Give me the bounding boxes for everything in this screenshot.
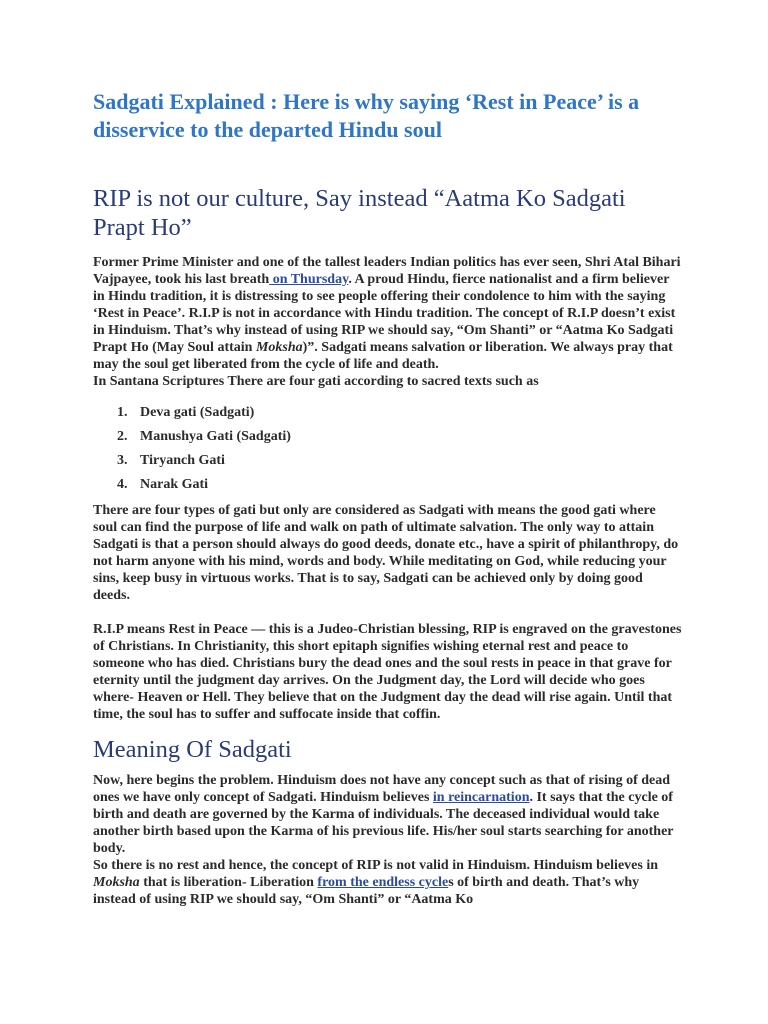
meaning-text-5: s of birth and death. That’s why instead of using RIP we should say, “Om Shanti” or “Aatma Ko	[93, 875, 640, 907]
list-item-label: Deva gati (Sadgati)	[140, 405, 255, 420]
meaning-paragraph	[93, 772, 683, 908]
in-reincarnation-link[interactable]: in reincarnation	[432, 790, 530, 805]
endless-cycle-link[interactable]: from the endless cycle	[317, 875, 449, 890]
section-heading-rip: RIP is not our culture, Say instead “Aatma Ko Sadgati Prapt Ho”	[93, 185, 626, 241]
list-number: 2.	[117, 429, 128, 444]
sadgati-paragraph: There are four types of gati but only are considered as Sadgati with means the good gati where soul can find the purpose of life and walk on path of ultimate salvation. The only way to attain Sadgati is that a person should always do good deeds, donate etc., have a spirit of philanthropy, do not harm anyone with his mind, words and body. While meditating on God, while reducing your sins, keep busy in virtuous works. That is to say, Sadgati can be achieved only by doing good deeds.	[93, 503, 679, 603]
list-item-label: Manushya Gati (Sadgati)	[140, 429, 291, 444]
meaning-text-4: that is liberation- Liberation	[139, 875, 318, 890]
moksha-emphasis: Moksha	[93, 875, 140, 890]
list-item	[93, 476, 683, 500]
moksha-emphasis: Moksha	[255, 340, 303, 355]
list-item-label: Narak Gati	[140, 477, 209, 492]
list-number: 3.	[117, 453, 128, 468]
intro-text-3: )”. Sadgati means salvation or liberation. We always pray that may the soul get liberated from the cycle of life and death.	[93, 340, 673, 372]
gati-list	[93, 404, 683, 500]
rip-meaning-paragraph: R.I.P means Rest in Peace — this is a Judeo-Christian blessing, RIP is engraved on the gravestones of Christians. In Christianity, this short epitaph signifies wishing eternal rest and peace to someone who has died. Christians bury the dead ones and the soul rests in peace in that grave for eternity until the judgment day arrives. On the Judgment day, the Lord will decide who goes where- Heaven or Hell. They believe that on the Judgment day the dead will rise again. Until that time, the soul has to suffer and suffocate inside that coffin.	[93, 622, 682, 722]
list-number: 1.	[117, 405, 128, 420]
meaning-text-3: So there is no rest and hence, the concept of RIP is not valid in Hinduism. Hinduism believes in	[93, 858, 658, 873]
intro-text-1: Former Prime Minister and one of the tallest leaders Indian politics has ever seen, Shri Atal Bihari Vajpayee, took his last breath	[93, 255, 681, 287]
intro-paragraph	[93, 254, 683, 390]
list-item	[93, 428, 683, 452]
section-heading-meaning: Meaning Of Sadgati	[93, 736, 292, 763]
list-number: 4.	[117, 477, 128, 492]
meaning-text-1: Now, here begins the problem. Hinduism does not have any concept such as that of rising of dead ones we have only concept of Sadgati. Hinduism believes	[93, 773, 671, 805]
list-item-label: Tiryanch Gati	[140, 453, 225, 468]
article-title: Sadgati Explained : Here is why saying ‘Rest in Peace’ is a disservice to the departed Hindu soul	[93, 89, 640, 142]
list-item	[93, 404, 683, 428]
article	[93, 88, 683, 908]
gati-intro-text: In Santana Scriptures There are four gati according to sacred texts such as	[93, 374, 539, 389]
meaning-text-2: . It says that the cycle of birth and death are governed by the Karma of individuals. The deceased individual would take another birth based upon the Karma of his previous life. His/her soul starts searching for another body.	[93, 790, 674, 856]
on-thursday-link[interactable]: on Thursday	[269, 272, 349, 287]
intro-text-2: . A proud Hindu, fierce nationalist and a firm believer in Hindu tradition, it is distressing to see people offering their condolence to him with the saying ‘Rest in Peace’. R.I.P is not in accordance with Hindu tradition. The concept of R.I.P doesn’t exist in Hinduism. That’s why instead of using RIP we should say, “Om Shanti” or “Aatma Ko Sadgati Prapt Ho (May Soul attain	[93, 272, 676, 355]
list-item	[93, 452, 683, 476]
